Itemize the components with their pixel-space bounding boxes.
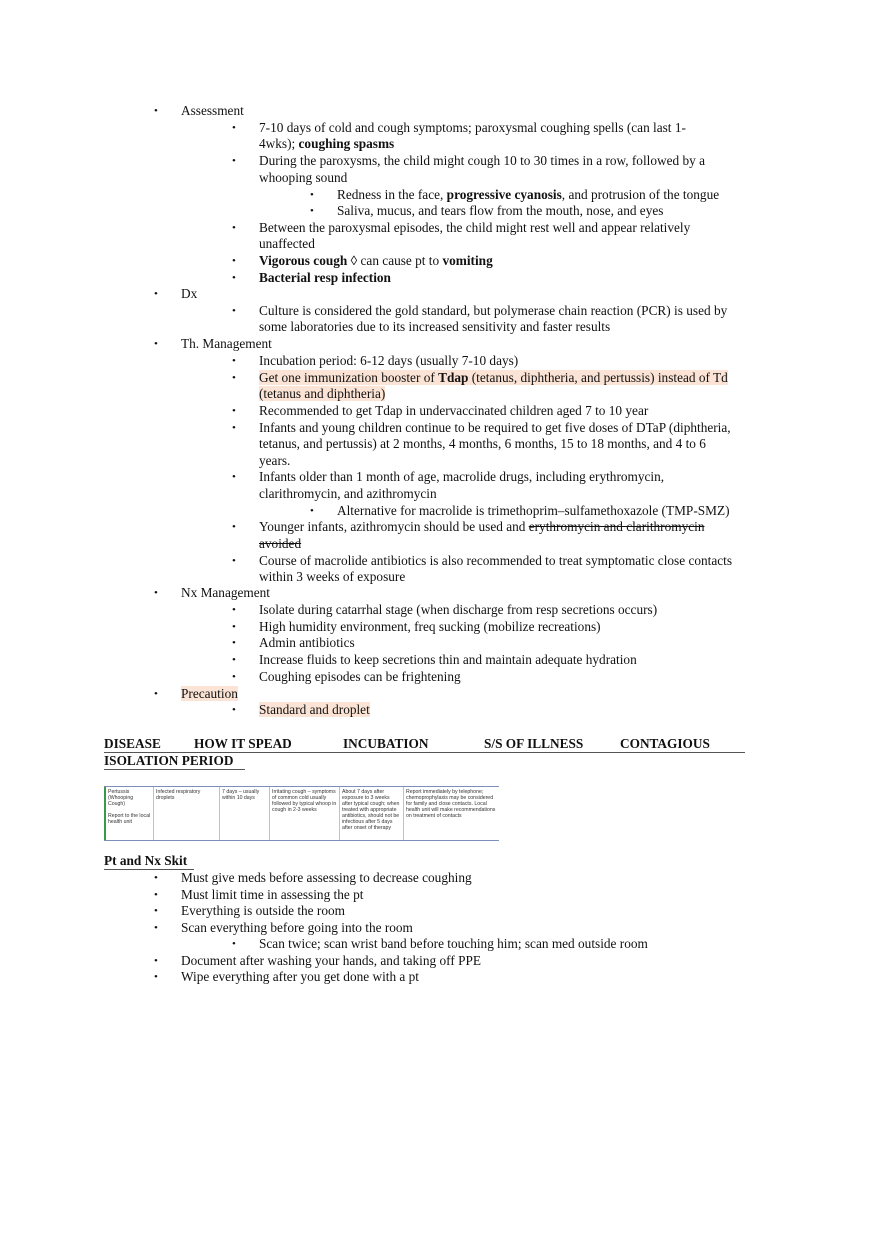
bullet: • xyxy=(310,189,314,201)
wipe-line: Wipe everything after you get done with a pt xyxy=(181,969,419,984)
infants-line-2: tetanus, and pertussis) at 2 months, 4 months, 6 months, 15 to 18 months, and 4 to 6 xyxy=(259,436,706,451)
standard-line: Standard and droplet xyxy=(259,702,370,717)
isolate-line: Isolate during catarrhal stage (when discharge from resp secretions occurs) xyxy=(259,602,658,617)
saliva-line: Saliva, mucus, and tears flow from the mouth, nose, and eyes xyxy=(337,203,664,218)
bullet: • xyxy=(232,637,236,649)
bullet: • xyxy=(154,587,158,599)
cell-isolation: Report immediately by telephone; chemoprophylaxis may be considered for family and close contacts. Local health unit will make recommendations on treatment of contacts xyxy=(406,789,496,819)
scan-line: Scan everything before going into the room xyxy=(181,920,413,935)
cold-days-line-cont: 4wks); coughing spasms xyxy=(259,136,395,151)
bullet: • xyxy=(232,422,236,434)
col-spread: HOW IT SPEAD xyxy=(194,736,292,751)
bullet: • xyxy=(232,671,236,683)
col-contagious: CONTAGIOUS xyxy=(620,736,710,751)
bullet: • xyxy=(232,604,236,616)
admin-line: Admin antibiotics xyxy=(259,635,355,650)
nx-heading: Nx Management xyxy=(181,585,270,600)
th-heading: Th. Management xyxy=(181,336,272,351)
fluids-line: Increase fluids to keep secretions thin and maintain adequate hydration xyxy=(259,652,637,667)
infants-line: Infants and young children continue to be required to get five doses of DTaP (diphtheria, xyxy=(259,420,731,435)
cell-ss: Irritating cough – symptoms of common cold usually followed by typical whoop in cough in 2-3 weeks xyxy=(270,787,340,840)
bullet: • xyxy=(154,922,158,934)
col-incubation: INCUBATION xyxy=(343,736,429,751)
paroxysms-line: During the paroxysms, the child might cough 10 to 30 times in a row, followed by a xyxy=(259,153,705,168)
bullet: • xyxy=(232,272,236,284)
between-line-cont: unaffected xyxy=(259,236,315,251)
assessment-heading: Assessment xyxy=(181,103,244,118)
infants-line-3: years. xyxy=(259,453,291,468)
recommended-line: Recommended to get Tdap in undervaccinated children aged 7 to 10 year xyxy=(259,403,649,418)
pertussis-table xyxy=(104,786,499,841)
booster-line: Get one immunization booster of Tdap (tetanus, diphtheria, and pertussis) instead of Td xyxy=(259,370,728,385)
younger-line: Younger infants, azithromycin should be used and erythromycin and clarithromycin xyxy=(259,519,705,534)
bullet: • xyxy=(232,521,236,533)
bullet: • xyxy=(154,872,158,884)
bullet: • xyxy=(232,405,236,417)
bullet: • xyxy=(310,505,314,517)
redness-line: Redness in the face, progressive cyanosis, and protrusion of the tongue xyxy=(337,187,720,202)
bullet: • xyxy=(232,654,236,666)
document-line: Document after washing your hands, and taking off PPE xyxy=(181,953,481,968)
limit-line: Must limit time in assessing the pt xyxy=(181,887,364,902)
skit-title: Pt and Nx Skit xyxy=(104,853,188,868)
humidity-line: High humidity environment, freq sucking (mobilize recreations) xyxy=(259,619,601,634)
col-isolation: ISOLATION PERIOD xyxy=(104,753,234,768)
dx-heading: Dx xyxy=(181,286,198,301)
bullet: • xyxy=(154,288,158,300)
scan-twice-line: Scan twice; scan wrist band before touching him; scan med outside room xyxy=(259,936,648,951)
bullet: • xyxy=(232,255,236,267)
course-line: Course of macrolide antibiotics is also recommended to treat symptomatic close contacts xyxy=(259,553,733,568)
bullet: • xyxy=(232,555,236,567)
bullet: • xyxy=(232,155,236,167)
older-line: Infants older than 1 month of age, macrolide drugs, including erythromycin, xyxy=(259,469,665,484)
meds-line: Must give meds before assessing to decrease coughing xyxy=(181,870,472,885)
cell-spread: Infected respiratory droplets xyxy=(154,787,220,840)
paroxysms-line-cont: whooping sound xyxy=(259,170,348,185)
cell-disease-note: Report to the local health unit xyxy=(108,813,151,825)
vigorous-line: Vigorous cough ◊ can cause pt to vomiting xyxy=(259,253,493,268)
bullet: • xyxy=(232,372,236,384)
cell-disease-text: Pertussis (Whooping Cough) xyxy=(108,789,134,807)
bullet: • xyxy=(232,471,236,483)
bullet: • xyxy=(154,889,158,901)
booster-line-cont: (tetanus and diphtheria) xyxy=(259,386,386,401)
precaution-heading: Precaution xyxy=(181,686,238,701)
bullet: • xyxy=(232,122,236,134)
col-ss: S/S OF ILLNESS xyxy=(484,736,584,751)
bullet: • xyxy=(232,621,236,633)
incubation-line: Incubation period: 6-12 days (usually 7-10 days) xyxy=(259,353,519,368)
bullet: • xyxy=(154,105,158,117)
culture-line-cont: some laboratories due to its increased sensitivity and faster results xyxy=(259,319,611,334)
bacterial-line: Bacterial resp infection xyxy=(259,270,391,285)
frightening-line: Coughing episodes can be frightening xyxy=(259,669,461,684)
between-line: Between the paroxysmal episodes, the child might rest well and appear relatively xyxy=(259,220,691,235)
cold-days-line: 7-10 days of cold and cough symptoms; paroxysmal coughing spells (can last 1- xyxy=(259,120,686,135)
bullet: • xyxy=(154,688,158,700)
isolation-rule xyxy=(104,769,245,770)
cell-disease xyxy=(104,787,154,840)
bullet: • xyxy=(232,305,236,317)
bullet: • xyxy=(232,704,236,716)
bullet: • xyxy=(310,205,314,217)
course-line-cont: within 3 weeks of exposure xyxy=(259,569,406,584)
cell-incubation: 7 days – usually within 10 days xyxy=(220,787,270,840)
alternative-line: Alternative for macrolide is trimethoprim–sulfamethoxazole (TMP-SMZ) xyxy=(337,503,730,518)
outside-line: Everything is outside the room xyxy=(181,903,345,918)
bullet: • xyxy=(154,955,158,967)
bullet: • xyxy=(232,355,236,367)
bullet: • xyxy=(154,905,158,917)
bullet: • xyxy=(154,971,158,983)
culture-line: Culture is considered the gold standard, but polymerase chain reaction (PCR) is used by xyxy=(259,303,728,318)
older-line-2: clarithromycin, and azithromycin xyxy=(259,486,437,501)
cell-contagious: About 7 days after exposure to 3 weeks after typical cough; when treated with appropriate antibiotics, should not be infectious after 5 days after onset of therapy xyxy=(340,787,404,840)
col-disease: DISEASE xyxy=(104,736,161,751)
bullet: • xyxy=(232,222,236,234)
younger-line-cont: avoided xyxy=(259,536,302,551)
bullet: • xyxy=(232,938,236,950)
bullet: • xyxy=(154,338,158,350)
